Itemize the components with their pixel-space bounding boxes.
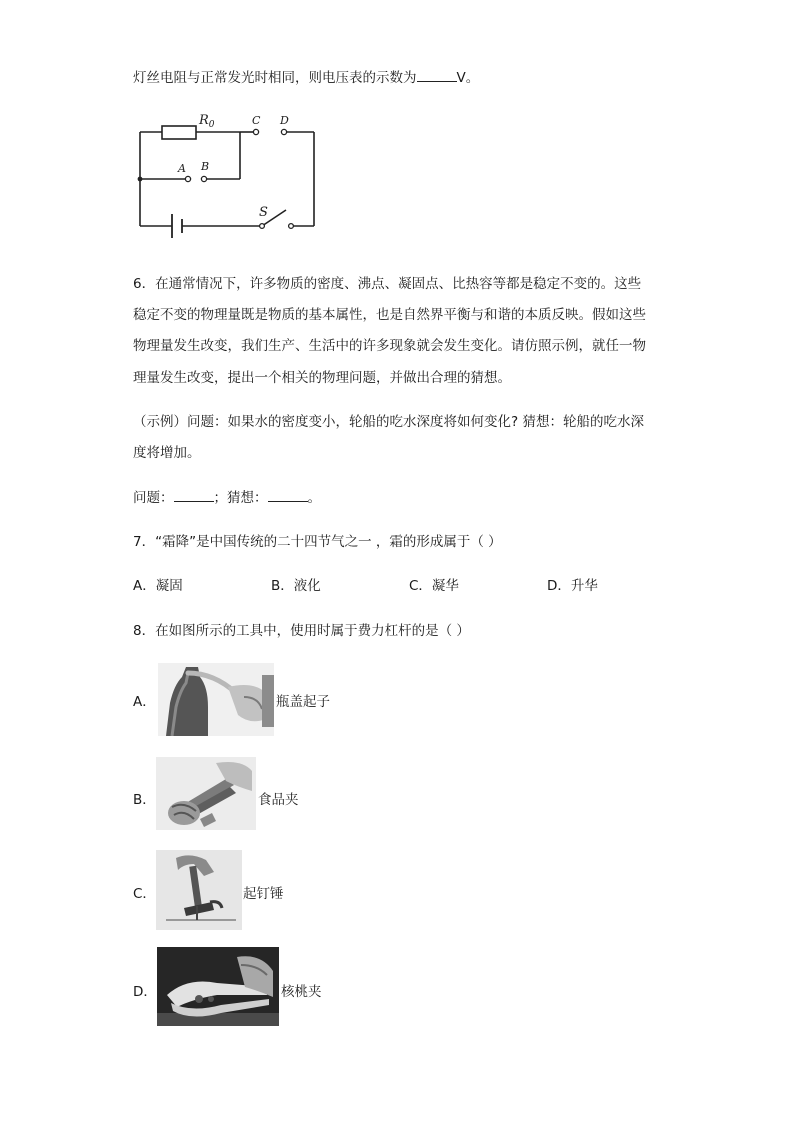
resistor-r0 [162,126,196,139]
q6-guess-label: ；猜想： [213,490,268,506]
label-s: S [259,205,268,220]
q6-answer-line: 问题： ；猜想： 。 [133,490,321,506]
q6-line-4: 理量发生改变，提出一个相关的物理问题，并做出合理的猜想。 [133,370,511,386]
q6-question-blank[interactable] [174,489,214,502]
label-b: B [201,160,210,173]
label-a: A [178,162,186,175]
q8-choice-c-label[interactable]: C． [133,886,156,902]
q7-option-b[interactable]: B．液化 [271,578,321,594]
circuit-diagram [128,110,328,240]
q5-unit: V。 [456,70,480,86]
q7-stem: 7．“霜降”是中国传统的二十四节气之一 ，霜的形成属于（ ） [133,534,502,550]
q8-choice-d-label[interactable]: D． [133,984,157,1000]
label-r0: R [199,113,209,128]
q8-choice-b-name: 食品夹 [258,792,299,808]
label-c: C [252,114,261,127]
terminal-c [253,129,258,134]
switch-pivot [260,224,265,229]
q7-option-a[interactable]: A．凝固 [133,578,183,594]
q7-option-d[interactable]: D．升华 [547,578,598,594]
terminal-b [201,176,206,181]
switch-contact [289,224,294,229]
q6-line-3: 物理量发生改变，我们生产、生活中的许多现象就会发生变化。请仿照示例，就任一物 [133,338,646,354]
q5-text: 灯丝电阻与正常发光时相同，则电压表的示数为 [133,70,417,86]
q6-question-label: 问题： [133,490,174,506]
q5-tail-line [133,66,479,86]
label-d: D [280,114,289,127]
q6-guess-blank[interactable] [268,489,308,502]
label-r0-sub: 0 [208,120,215,130]
bottle-opener-photo [158,663,274,736]
q6-line-2: 稳定不变的物理量既是物质的基本属性，也是自然界平衡与和谐的本质反映。假如这些 [133,307,646,323]
q8-stem: 8．在如图所示的工具中，使用时属于费力杠杆的是（ ） [133,623,470,639]
q8-choice-c-name: 起钉锤 [243,886,284,902]
claw-hammer-photo [156,850,242,930]
q6-example-line-2: 度将增加。 [133,445,201,461]
q7-option-c[interactable]: C．凝华 [409,578,459,594]
nutcracker-photo [157,947,279,1026]
q8-choice-b-label[interactable]: B． [133,792,156,808]
q8-choice-a-label[interactable]: A． [133,694,156,710]
q6-example-line-1: （示例）问题：如果水的密度变小，轮船的吃水深度将如何变化? 猜想：轮船的吃水深 [133,414,644,430]
q8-choice-d-name: 核桃夹 [281,984,322,1000]
terminal-a [185,176,190,181]
q5-answer-blank[interactable] [417,69,457,82]
terminal-d [281,129,286,134]
food-tongs-photo [156,757,256,830]
q8-choice-a-name: 瓶盖起子 [276,694,330,710]
svg-text:R0 [198,113,215,130]
q6-line-1: 6．在通常情况下，许多物质的密度、沸点、凝固点、比热容等都是稳定不变的。这些 [133,276,642,292]
